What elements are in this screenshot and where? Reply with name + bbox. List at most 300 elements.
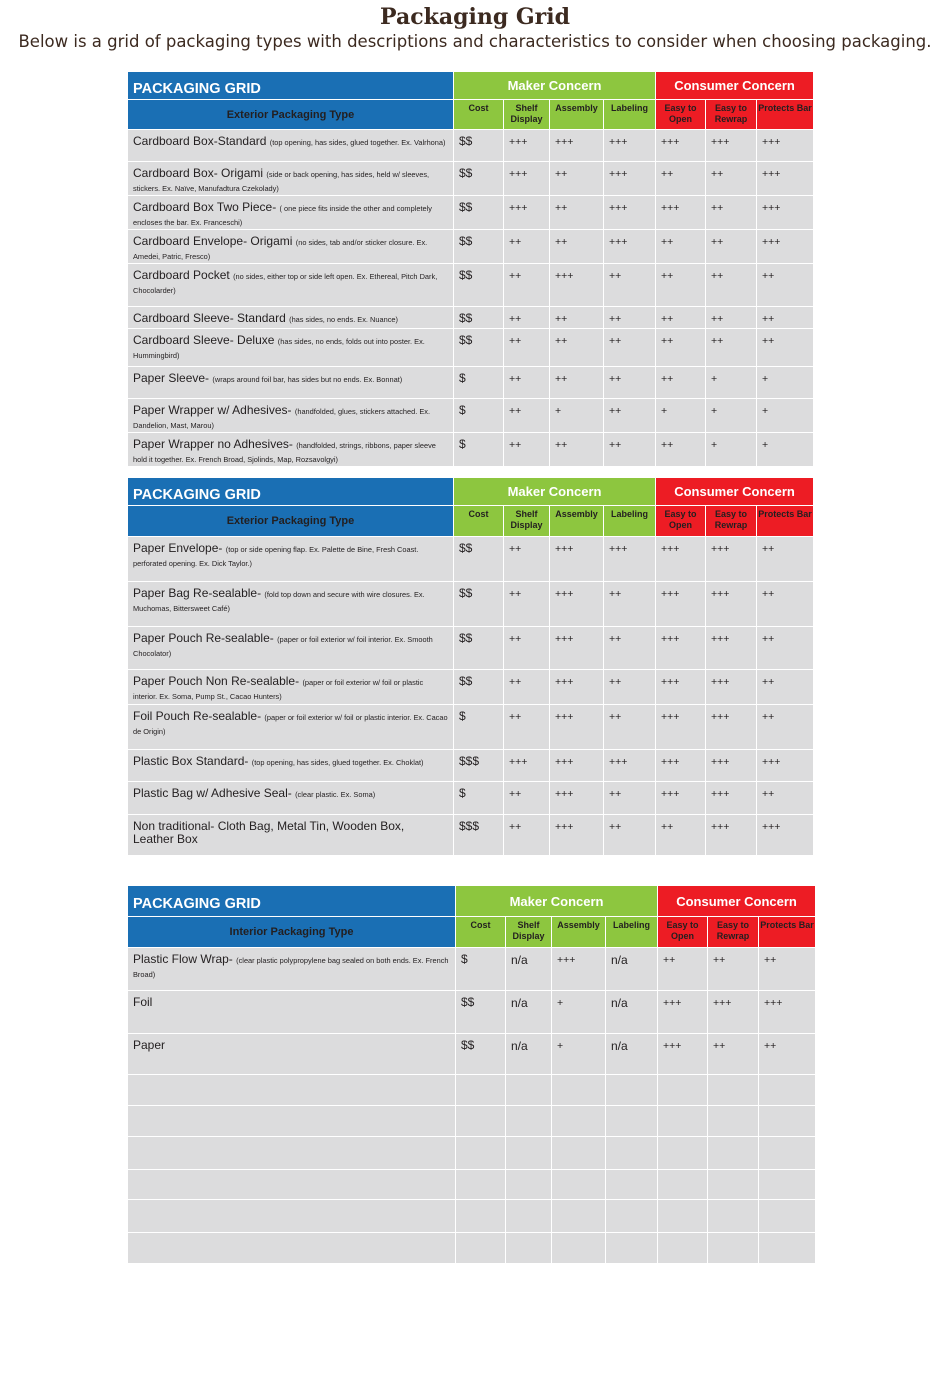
packaging-name: Foil Pouch Re-sealable- bbox=[133, 709, 262, 723]
cost-cell: $$ bbox=[454, 264, 504, 307]
empty-cell bbox=[552, 1075, 606, 1106]
rating-cell: ++ bbox=[757, 705, 814, 750]
cost-cell: $$ bbox=[454, 130, 504, 162]
empty-cell bbox=[552, 1233, 606, 1264]
packaging-name: Paper Pouch Re-sealable- bbox=[133, 631, 274, 645]
empty-cell bbox=[456, 1075, 506, 1106]
cost-cell: $$ bbox=[454, 627, 504, 670]
rating-cell: +++ bbox=[706, 815, 757, 856]
packaging-type-cell bbox=[128, 815, 454, 856]
rating-cell: +++ bbox=[504, 130, 550, 162]
packaging-description: (paper or foil exterior w/ foil interior. Ex. Smooth Chocolator) bbox=[133, 635, 433, 658]
empty-cell bbox=[552, 1170, 606, 1200]
empty-cell bbox=[456, 1200, 506, 1233]
rating-cell: +++ bbox=[656, 750, 706, 782]
empty-cell bbox=[759, 1137, 816, 1170]
empty-cell bbox=[128, 1075, 456, 1106]
rating-cell: ++ bbox=[658, 948, 708, 991]
rating-cell: ++ bbox=[604, 582, 656, 627]
empty-cell bbox=[708, 1075, 759, 1106]
rating-cell: +++ bbox=[550, 537, 604, 582]
rating-cell: +++ bbox=[656, 627, 706, 670]
table-row bbox=[128, 264, 814, 307]
rating-cell: +++ bbox=[550, 130, 604, 162]
rating-cell: +++ bbox=[706, 130, 757, 162]
rating-cell: +++ bbox=[706, 582, 757, 627]
empty-cell bbox=[552, 1137, 606, 1170]
rating-cell: +++ bbox=[706, 705, 757, 750]
rating-cell: +++ bbox=[757, 162, 814, 196]
maker-concern-header: Maker Concern bbox=[454, 72, 656, 100]
rating-cell: ++ bbox=[706, 264, 757, 307]
empty-cell bbox=[456, 1137, 506, 1170]
empty-row bbox=[128, 1075, 816, 1106]
rating-cell: +++ bbox=[706, 750, 757, 782]
rating-cell: ++ bbox=[550, 433, 604, 467]
rating-cell: ++ bbox=[504, 670, 550, 705]
packaging-name: Plastic Flow Wrap- bbox=[133, 952, 233, 966]
packaging-name: Plastic Box Standard- bbox=[133, 754, 249, 768]
rating-cell: ++ bbox=[757, 264, 814, 307]
cost-cell: $$ bbox=[454, 537, 504, 582]
rating-cell: +++ bbox=[706, 537, 757, 582]
rating-cell: ++ bbox=[706, 196, 757, 230]
column-header: Shelf Display bbox=[504, 506, 550, 537]
empty-cell bbox=[658, 1075, 708, 1106]
rating-cell: +++ bbox=[656, 196, 706, 230]
column-header: Cost bbox=[456, 917, 506, 948]
packaging-name: Paper bbox=[133, 1038, 166, 1052]
rating-cell: +++ bbox=[656, 130, 706, 162]
table-row bbox=[128, 782, 814, 815]
table-row bbox=[128, 582, 814, 627]
rating-cell: n/a bbox=[606, 948, 658, 991]
empty-cell bbox=[606, 1233, 658, 1264]
rating-cell: ++ bbox=[550, 196, 604, 230]
packaging-description: (has sides, no ends, folds out into poster. Ex. Hummingbird) bbox=[133, 337, 425, 360]
packaging-name: Non traditional- Cloth Bag, Metal Tin, Wooden Box, Leather Box bbox=[133, 819, 405, 846]
table-row bbox=[128, 537, 814, 582]
rating-cell: ++ bbox=[604, 782, 656, 815]
rating-cell: +++ bbox=[759, 991, 816, 1034]
packaging-type-cell bbox=[128, 433, 454, 467]
empty-cell bbox=[506, 1106, 552, 1137]
cost-cell: $$ bbox=[454, 162, 504, 196]
packaging-name: Paper Sleeve- bbox=[133, 371, 210, 385]
rating-cell: ++ bbox=[708, 1034, 759, 1075]
empty-cell bbox=[606, 1106, 658, 1137]
table-row bbox=[128, 627, 814, 670]
rating-cell: + bbox=[552, 1034, 606, 1075]
packaging-name: Cardboard Box-Standard bbox=[133, 134, 267, 148]
empty-row bbox=[128, 1200, 816, 1233]
packaging-type-cell bbox=[128, 399, 454, 433]
rating-cell: n/a bbox=[606, 1034, 658, 1075]
cost-cell: $$$ bbox=[454, 750, 504, 782]
table-row bbox=[128, 948, 816, 991]
rating-cell: +++ bbox=[658, 1034, 708, 1075]
packaging-name: Paper Wrapper w/ Adhesives- bbox=[133, 403, 292, 417]
rating-cell: +++ bbox=[550, 670, 604, 705]
empty-cell bbox=[759, 1075, 816, 1106]
packaging-name: Cardboard Sleeve- Deluxe bbox=[133, 333, 275, 347]
column-header: Easy to Open bbox=[656, 506, 706, 537]
grid-table bbox=[127, 71, 814, 467]
packaging-type-header: Exterior Packaging Type bbox=[128, 506, 454, 537]
rating-cell: +++ bbox=[550, 750, 604, 782]
packaging-type-cell bbox=[128, 367, 454, 399]
packaging-description: (wraps around foil bar, has sides but no ends. Ex. Bonnat) bbox=[212, 375, 403, 384]
table-row bbox=[128, 130, 814, 162]
rating-cell: ++ bbox=[757, 537, 814, 582]
rating-cell: +++ bbox=[550, 782, 604, 815]
cost-cell: $ bbox=[454, 433, 504, 467]
table-row bbox=[128, 399, 814, 433]
rating-cell: ++ bbox=[550, 307, 604, 329]
empty-cell bbox=[759, 1170, 816, 1200]
rating-cell: ++ bbox=[504, 782, 550, 815]
rating-cell: ++ bbox=[656, 815, 706, 856]
page-title: Packaging Grid bbox=[380, 4, 570, 30]
rating-cell: ++ bbox=[706, 307, 757, 329]
empty-row bbox=[128, 1233, 816, 1264]
rating-cell: +++ bbox=[504, 196, 550, 230]
rating-cell: ++ bbox=[656, 162, 706, 196]
rating-cell: +++ bbox=[656, 670, 706, 705]
cost-cell: $$$ bbox=[454, 815, 504, 856]
rating-cell: +++ bbox=[757, 196, 814, 230]
empty-cell bbox=[658, 1106, 708, 1137]
packaging-type-cell bbox=[128, 264, 454, 307]
rating-cell: ++ bbox=[504, 582, 550, 627]
packaging-name: Cardboard Box- Origami bbox=[133, 166, 264, 180]
rating-cell: +++ bbox=[552, 948, 606, 991]
packaging-name: Cardboard Box Two Piece- bbox=[133, 200, 277, 214]
packaging-description: (has sides, no ends. Ex. Nuance) bbox=[289, 315, 398, 324]
empty-cell bbox=[606, 1137, 658, 1170]
maker-concern-header: Maker Concern bbox=[454, 478, 656, 506]
cost-cell: $$ bbox=[454, 670, 504, 705]
column-header: Cost bbox=[454, 506, 504, 537]
rating-cell: +++ bbox=[504, 750, 550, 782]
rating-cell: ++ bbox=[656, 307, 706, 329]
rating-cell: + bbox=[552, 991, 606, 1034]
packaging-type-cell bbox=[128, 307, 454, 329]
packaging-type-cell bbox=[128, 329, 454, 367]
packaging-description: (top opening, has sides, glued together. Ex. Valrhona) bbox=[269, 138, 446, 147]
rating-cell: +++ bbox=[757, 130, 814, 162]
table-row bbox=[128, 815, 814, 856]
table-row bbox=[128, 705, 814, 750]
packaging-description: (top opening, has sides, glued together. Ex. Choklat) bbox=[251, 758, 424, 767]
rating-cell: ++ bbox=[706, 329, 757, 367]
cost-cell: $ bbox=[454, 782, 504, 815]
rating-cell: ++ bbox=[504, 367, 550, 399]
grid-title: PACKAGING GRID bbox=[128, 72, 454, 100]
packaging-description: (clear plastic polypropylene bag sealed on both ends. Ex. French Broad) bbox=[133, 956, 449, 979]
column-header: Easy to Open bbox=[656, 100, 706, 130]
empty-row bbox=[128, 1106, 816, 1137]
column-header: Protects Bar bbox=[757, 100, 814, 130]
rating-cell: +++ bbox=[550, 815, 604, 856]
empty-cell bbox=[456, 1233, 506, 1264]
rating-cell: ++ bbox=[504, 264, 550, 307]
empty-cell bbox=[456, 1170, 506, 1200]
rating-cell: +++ bbox=[757, 230, 814, 264]
packaging-type-cell bbox=[128, 196, 454, 230]
rating-cell: n/a bbox=[506, 948, 552, 991]
empty-cell bbox=[708, 1170, 759, 1200]
rating-cell: n/a bbox=[506, 1034, 552, 1075]
rating-cell: +++ bbox=[550, 582, 604, 627]
empty-cell bbox=[606, 1075, 658, 1106]
column-header: Assembly bbox=[552, 917, 606, 948]
rating-cell: ++ bbox=[504, 399, 550, 433]
empty-cell bbox=[506, 1075, 552, 1106]
rating-cell: + bbox=[656, 399, 706, 433]
packaging-description: (paper or foil exterior w/ foil or plastic interior. Ex. Soma, Pump St., Cacao Hunters) bbox=[133, 678, 424, 701]
empty-cell bbox=[708, 1106, 759, 1137]
empty-cell bbox=[606, 1170, 658, 1200]
cost-cell: $$ bbox=[454, 582, 504, 627]
packaging-type-cell bbox=[128, 130, 454, 162]
packaging-description: (top or side opening flap. Ex. Palette de Bine, Fresh Coast. perforated opening. Ex. Dick Taylor.) bbox=[133, 545, 419, 568]
rating-cell: ++ bbox=[550, 329, 604, 367]
rating-cell: +++ bbox=[550, 264, 604, 307]
table-row bbox=[128, 750, 814, 782]
packaging-name: Cardboard Pocket bbox=[133, 268, 230, 282]
rating-cell: ++ bbox=[504, 307, 550, 329]
empty-cell bbox=[759, 1200, 816, 1233]
table-row bbox=[128, 307, 814, 329]
rating-cell: ++ bbox=[656, 367, 706, 399]
rating-cell: +++ bbox=[656, 537, 706, 582]
cost-cell: $$ bbox=[454, 329, 504, 367]
packaging-description: (side or back opening, has sides, held w/ sleeves, stickers. Ex. Naïve, Manufadtura Czekolady) bbox=[133, 170, 430, 193]
grid-table bbox=[127, 477, 814, 856]
empty-cell bbox=[759, 1106, 816, 1137]
rating-cell: +++ bbox=[604, 162, 656, 196]
table-row bbox=[128, 196, 814, 230]
empty-cell bbox=[506, 1137, 552, 1170]
cost-cell: $ bbox=[454, 367, 504, 399]
rating-cell: +++ bbox=[706, 670, 757, 705]
packaging-description: (clear plastic. Ex. Soma) bbox=[295, 790, 376, 799]
packaging-type-cell bbox=[128, 991, 456, 1034]
rating-cell: +++ bbox=[550, 627, 604, 670]
packaging-type-cell bbox=[128, 582, 454, 627]
rating-cell: ++ bbox=[757, 329, 814, 367]
column-header: Cost bbox=[454, 100, 504, 130]
packaging-type-cell bbox=[128, 162, 454, 196]
packaging-type-cell bbox=[128, 782, 454, 815]
packaging-grid-interior bbox=[127, 885, 816, 1264]
column-header: Assembly bbox=[550, 100, 604, 130]
empty-cell bbox=[506, 1170, 552, 1200]
consumer-concern-header: Consumer Concern bbox=[658, 886, 816, 917]
rating-cell: +++ bbox=[604, 537, 656, 582]
rating-cell: ++ bbox=[604, 433, 656, 467]
empty-cell bbox=[759, 1233, 816, 1264]
rating-cell: ++ bbox=[759, 948, 816, 991]
packaging-description: (no sides, tab and/or sticker closure. Ex. Amedei, Patric, Fresco) bbox=[133, 238, 428, 261]
packaging-name: Paper Bag Re-sealable- bbox=[133, 586, 262, 600]
rating-cell: +++ bbox=[708, 991, 759, 1034]
packaging-description: (no sides, either top or side left open. Ex. Ethereal, Pitch Dark, Chocolarder) bbox=[133, 272, 438, 295]
packaging-type-cell bbox=[128, 705, 454, 750]
rating-cell: +++ bbox=[757, 750, 814, 782]
consumer-concern-header: Consumer Concern bbox=[656, 72, 814, 100]
table-row bbox=[128, 230, 814, 264]
cost-cell: $$ bbox=[454, 230, 504, 264]
empty-cell bbox=[606, 1200, 658, 1233]
rating-cell: ++ bbox=[604, 670, 656, 705]
rating-cell: +++ bbox=[706, 627, 757, 670]
rating-cell: ++ bbox=[550, 162, 604, 196]
maker-concern-header: Maker Concern bbox=[456, 886, 658, 917]
grid-table bbox=[127, 885, 816, 1264]
rating-cell: +++ bbox=[656, 582, 706, 627]
rating-cell: + bbox=[706, 367, 757, 399]
rating-cell: ++ bbox=[604, 307, 656, 329]
table-row bbox=[128, 670, 814, 705]
empty-cell bbox=[128, 1233, 456, 1264]
table-row bbox=[128, 991, 816, 1034]
packaging-type-header: Exterior Packaging Type bbox=[128, 100, 454, 130]
packaging-type-cell bbox=[128, 948, 456, 991]
empty-cell bbox=[456, 1106, 506, 1137]
rating-cell: ++ bbox=[656, 230, 706, 264]
empty-cell bbox=[708, 1137, 759, 1170]
column-header: Labeling bbox=[604, 506, 656, 537]
packaging-description: (fold top down and secure with wire closures. Ex. Muchomas, Bittersweet Café) bbox=[133, 590, 425, 613]
rating-cell: ++ bbox=[504, 329, 550, 367]
column-header: Shelf Display bbox=[506, 917, 552, 948]
rating-cell: + bbox=[706, 399, 757, 433]
empty-cell bbox=[552, 1106, 606, 1137]
column-header: Easy to Rewrap bbox=[706, 100, 757, 130]
rating-cell: ++ bbox=[708, 948, 759, 991]
empty-cell bbox=[506, 1233, 552, 1264]
packaging-description: ( one piece fits inside the other and completely encloses the bar. Ex. Franceschi) bbox=[133, 204, 432, 227]
empty-cell bbox=[658, 1233, 708, 1264]
empty-cell bbox=[708, 1233, 759, 1264]
rating-cell: ++ bbox=[604, 815, 656, 856]
empty-cell bbox=[128, 1170, 456, 1200]
rating-cell: +++ bbox=[757, 815, 814, 856]
grid-title: PACKAGING GRID bbox=[128, 478, 454, 506]
rating-cell: +++ bbox=[604, 196, 656, 230]
empty-cell bbox=[506, 1200, 552, 1233]
rating-cell: +++ bbox=[550, 705, 604, 750]
cost-cell: $$ bbox=[456, 1034, 506, 1075]
packaging-type-header: Interior Packaging Type bbox=[128, 917, 456, 948]
cost-cell: $$ bbox=[454, 307, 504, 329]
rating-cell: ++ bbox=[504, 230, 550, 264]
empty-cell bbox=[552, 1200, 606, 1233]
rating-cell: ++ bbox=[757, 307, 814, 329]
cost-cell: $ bbox=[454, 399, 504, 433]
empty-cell bbox=[128, 1200, 456, 1233]
packaging-description: (handfolded, strings, ribbons, paper sleeve hold it together. Ex. French Broad, Sjolinds, Map, Rozsavolgyi) bbox=[133, 441, 436, 464]
grid-title: PACKAGING GRID bbox=[128, 886, 456, 917]
rating-cell: + bbox=[757, 399, 814, 433]
rating-cell: ++ bbox=[504, 705, 550, 750]
empty-cell bbox=[128, 1106, 456, 1137]
consumer-concern-header: Consumer Concern bbox=[656, 478, 814, 506]
rating-cell: ++ bbox=[604, 264, 656, 307]
rating-cell: ++ bbox=[757, 782, 814, 815]
packaging-name: Cardboard Envelope- Origami bbox=[133, 234, 293, 248]
rating-cell: ++ bbox=[550, 230, 604, 264]
column-header: Labeling bbox=[604, 100, 656, 130]
packaging-grid-exterior-2 bbox=[127, 477, 814, 856]
packaging-name: Foil bbox=[133, 995, 153, 1009]
cost-cell: $ bbox=[456, 948, 506, 991]
rating-cell: +++ bbox=[604, 230, 656, 264]
cost-cell: $ bbox=[454, 705, 504, 750]
packaging-name: Plastic Bag w/ Adhesive Seal- bbox=[133, 786, 292, 800]
rating-cell: ++ bbox=[604, 705, 656, 750]
rating-cell: + bbox=[757, 433, 814, 467]
rating-cell: ++ bbox=[604, 367, 656, 399]
rating-cell: ++ bbox=[656, 264, 706, 307]
column-header: Shelf Display bbox=[504, 100, 550, 130]
packaging-name: Paper Wrapper no Adhesives- bbox=[133, 437, 293, 451]
rating-cell: ++ bbox=[656, 433, 706, 467]
column-header: Easy to Rewrap bbox=[708, 917, 759, 948]
column-header: Easy to Open bbox=[658, 917, 708, 948]
rating-cell: ++ bbox=[757, 627, 814, 670]
rating-cell: ++ bbox=[504, 815, 550, 856]
empty-row bbox=[128, 1137, 816, 1170]
rating-cell: + bbox=[706, 433, 757, 467]
rating-cell: +++ bbox=[604, 750, 656, 782]
rating-cell: +++ bbox=[706, 782, 757, 815]
table-row bbox=[128, 1034, 816, 1075]
rating-cell: ++ bbox=[706, 230, 757, 264]
rating-cell: +++ bbox=[658, 991, 708, 1034]
rating-cell: ++ bbox=[504, 627, 550, 670]
empty-cell bbox=[658, 1170, 708, 1200]
rating-cell: ++ bbox=[504, 433, 550, 467]
column-header: Easy to Rewrap bbox=[706, 506, 757, 537]
rating-cell: ++ bbox=[604, 329, 656, 367]
table-row bbox=[128, 162, 814, 196]
rating-cell: ++ bbox=[759, 1034, 816, 1075]
packaging-name: Paper Pouch Non Re-sealable- bbox=[133, 674, 300, 688]
rating-cell: ++ bbox=[656, 329, 706, 367]
rating-cell: +++ bbox=[604, 130, 656, 162]
table-row bbox=[128, 329, 814, 367]
column-header: Assembly bbox=[550, 506, 604, 537]
table-row bbox=[128, 367, 814, 399]
rating-cell: +++ bbox=[504, 162, 550, 196]
rating-cell: ++ bbox=[706, 162, 757, 196]
empty-cell bbox=[658, 1200, 708, 1233]
empty-row bbox=[128, 1170, 816, 1200]
packaging-type-cell bbox=[128, 670, 454, 705]
cost-cell: $$ bbox=[456, 991, 506, 1034]
packaging-type-cell bbox=[128, 627, 454, 670]
packaging-description: (handfolded, glues, stickers attached. Ex. Dandelion, Mast, Marou) bbox=[133, 407, 431, 430]
column-header: Protects Bar bbox=[759, 917, 816, 948]
packaging-type-cell bbox=[128, 537, 454, 582]
packaging-type-cell bbox=[128, 230, 454, 264]
rating-cell: ++ bbox=[757, 670, 814, 705]
rating-cell: ++ bbox=[504, 537, 550, 582]
empty-cell bbox=[658, 1137, 708, 1170]
